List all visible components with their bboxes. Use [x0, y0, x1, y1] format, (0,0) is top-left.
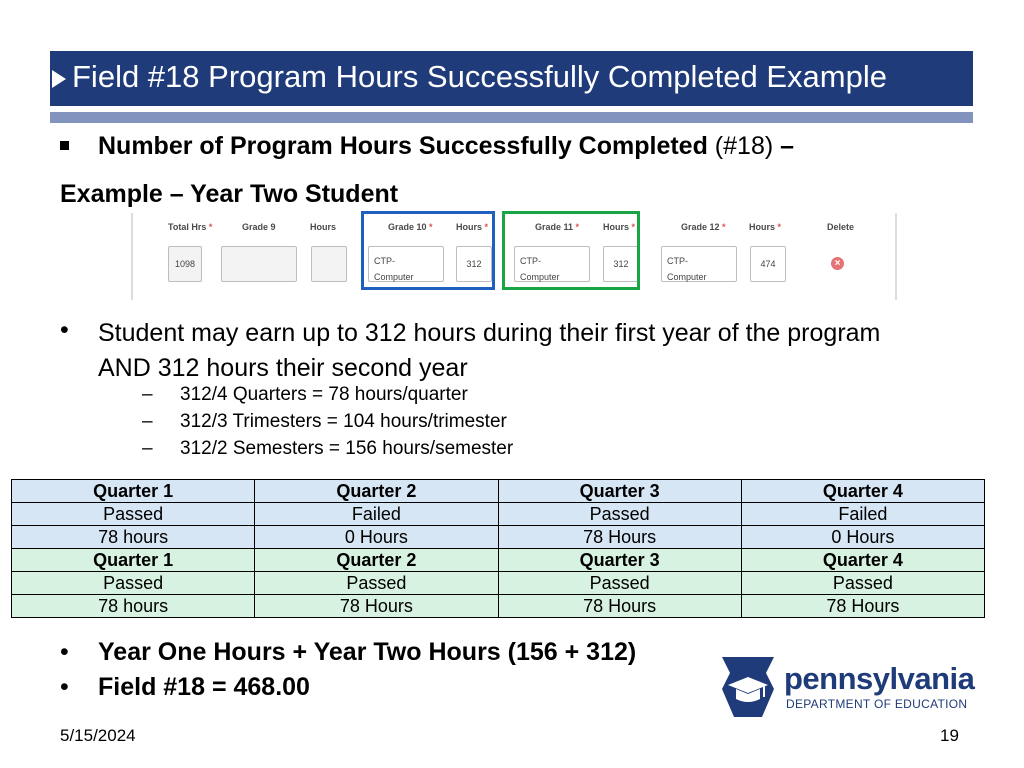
- bullet-student-may-earn-text: Student may earn up to 312 hours during their first year of the program AND 312 hours their second year: [98, 319, 881, 382]
- table-cell: Quarter 4: [741, 549, 984, 572]
- required-mark: *: [722, 222, 726, 232]
- hours12-field[interactable]: 474: [750, 246, 786, 282]
- table-cell: Passed: [741, 572, 984, 595]
- table-cell: Passed: [498, 503, 741, 526]
- bullet-program-hours-text: [98, 132, 794, 161]
- logo-department: DEPARTMENT OF EDUCATION: [786, 697, 968, 711]
- label-grade10-text: Grade 10: [388, 222, 427, 232]
- grade11-select[interactable]: CTP- Computer: [514, 246, 590, 282]
- title-underline: [50, 112, 973, 123]
- table-cell: 78 Hours: [498, 526, 741, 549]
- label-grade12-text: Grade 12: [681, 222, 720, 232]
- table-cell: Quarter 4: [741, 480, 984, 503]
- close-circle-icon[interactable]: ×: [831, 257, 844, 270]
- grade12-select[interactable]: CTP- Computer: [661, 246, 737, 282]
- bullet-dot: •: [60, 316, 69, 344]
- table-row: [12, 503, 985, 526]
- slide-title: Field #18 Program Hours Successfully Completed Example: [72, 59, 887, 94]
- table-cell: 0 Hours: [741, 526, 984, 549]
- table-row: [12, 595, 985, 618]
- label-hours9: Hours: [310, 222, 337, 232]
- pa-education-logo: [716, 655, 976, 719]
- grade10-select[interactable]: CTP- Computer: [368, 246, 444, 282]
- required-mark: *: [631, 222, 636, 232]
- table-cell: Quarter 2: [255, 549, 498, 572]
- bullet-program-hours-bold: Number of Program Hours Successfully Completed: [98, 132, 708, 160]
- sub-dash: –: [142, 438, 153, 459]
- table-cell: 78 Hours: [741, 595, 984, 618]
- table-cell: 78 Hours: [255, 595, 498, 618]
- bullet-dot: •: [60, 673, 69, 701]
- grade11-highlight: [502, 211, 640, 290]
- label-hours11-text: Hours: [603, 222, 630, 232]
- title-arrow-icon: [52, 70, 66, 88]
- bullet-year-hours-text: Year One Hours + Year Two Hours (156 + 312): [98, 638, 637, 666]
- page-number: 19: [940, 726, 959, 745]
- label-total-hrs: [168, 222, 212, 232]
- grade9-select[interactable]: [221, 246, 297, 282]
- sub-dash: –: [142, 384, 153, 405]
- keystone-graduation-cap-icon: [716, 655, 780, 719]
- quarter-table: [11, 479, 985, 618]
- sub-item-trimesters-text: 312/3 Trimesters = 104 hours/trimester: [180, 411, 507, 432]
- table-cell: 78 hours: [12, 595, 255, 618]
- grade10-highlight: [361, 211, 495, 290]
- label-hours10-text: Hours: [456, 222, 483, 232]
- required-mark: *: [777, 222, 782, 232]
- sub-item-semesters-text: 312/2 Semesters = 156 hours/semester: [180, 438, 514, 459]
- sub-item-quarters-text: 312/4 Quarters = 78 hours/quarter: [180, 384, 468, 405]
- logo-wordmark: pennsylvania: [784, 661, 975, 696]
- label-grade9: Grade 9: [242, 222, 276, 232]
- label-hours12: [749, 222, 781, 232]
- bullet-program-hours-field: (#18): [707, 132, 781, 160]
- slide-date: 5/15/2024: [60, 726, 136, 745]
- table-cell: Failed: [255, 503, 498, 526]
- table-cell: Quarter 3: [498, 549, 741, 572]
- required-mark: *: [208, 222, 213, 232]
- table-cell: Failed: [741, 503, 984, 526]
- table-cell: 78 hours: [12, 526, 255, 549]
- table-row: [12, 480, 985, 503]
- table-cell: 0 Hours: [255, 526, 498, 549]
- example-line: Example – Year Two Student: [60, 180, 399, 208]
- sub-dash: –: [142, 411, 153, 432]
- table-cell: Quarter 3: [498, 480, 741, 503]
- table-cell: Passed: [498, 572, 741, 595]
- hours9-field[interactable]: [311, 246, 347, 282]
- required-mark: *: [429, 222, 433, 232]
- bullet-program-hours-dash: –: [780, 132, 795, 160]
- hours10-field[interactable]: 312: [456, 246, 492, 282]
- table-row: [12, 549, 985, 572]
- label-hours12-text: Hours: [749, 222, 776, 232]
- label-grade11-text: Grade 11: [535, 222, 574, 232]
- label-total-hrs-text: Total Hrs: [168, 222, 207, 232]
- hours11-field[interactable]: 312: [603, 246, 639, 282]
- total-hrs-field[interactable]: 1098: [168, 246, 202, 282]
- label-delete: Delete: [827, 222, 855, 232]
- bullet-field18-text: Field #18 = 468.00: [98, 673, 310, 701]
- table-cell: Quarter 1: [12, 480, 255, 503]
- title-bar: [50, 51, 973, 106]
- table-cell: 78 Hours: [498, 595, 741, 618]
- square-bullet-icon: [60, 141, 69, 150]
- table-cell: Passed: [12, 503, 255, 526]
- required-mark: *: [575, 222, 580, 232]
- table-cell: Quarter 2: [255, 480, 498, 503]
- required-mark: *: [484, 222, 489, 232]
- table-cell: Passed: [12, 572, 255, 595]
- table-row: [12, 526, 985, 549]
- table-cell: Quarter 1: [12, 549, 255, 572]
- label-grade12: [681, 222, 726, 232]
- table-cell: Passed: [255, 572, 498, 595]
- table-row: [12, 572, 985, 595]
- bullet-dot: •: [60, 638, 69, 666]
